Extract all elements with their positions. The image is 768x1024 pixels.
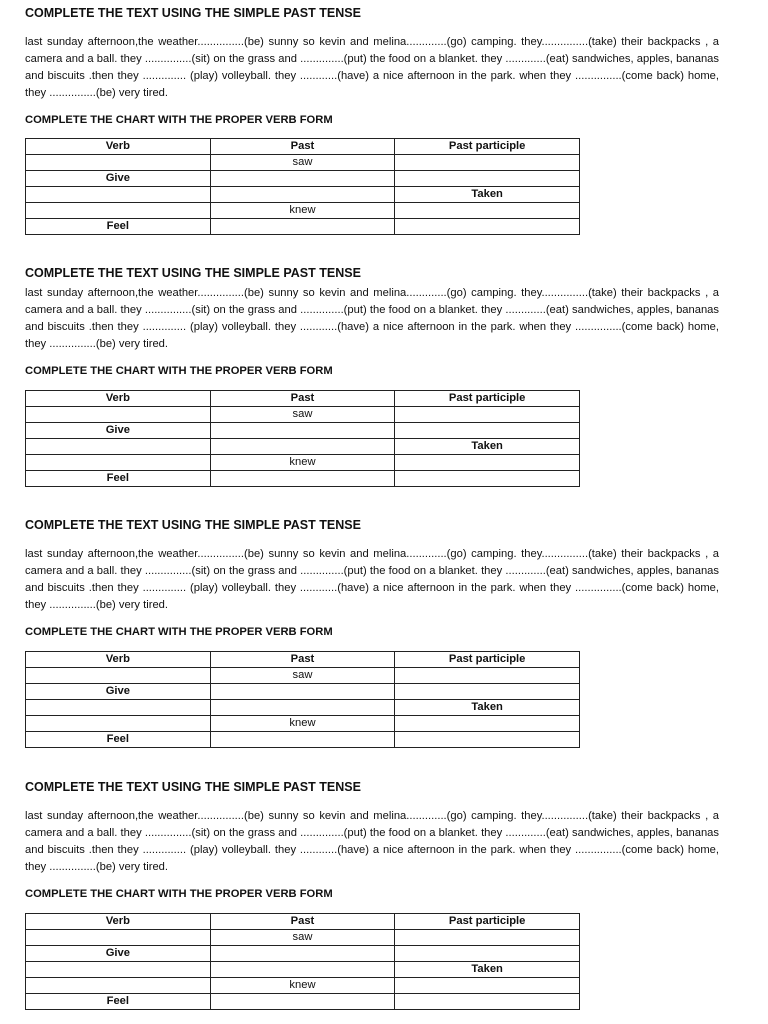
paragraph-line: camera and a ball. they ...............(sit) on the grass and ..............(put) the food on a blanket. they .............(eat) sandwiches, apples, bananas: [25, 304, 719, 316]
chart-cell[interactable]: saw: [210, 155, 395, 171]
chart-cell[interactable]: Give: [26, 423, 211, 439]
paragraph-line: they ...............(be) very tired.: [25, 599, 168, 611]
chart-cell[interactable]: [210, 423, 395, 439]
chart-row: [26, 219, 580, 235]
chart-cell[interactable]: [210, 187, 395, 203]
chart-row: [26, 439, 580, 455]
chart-cell[interactable]: [26, 700, 211, 716]
chart-row: [26, 455, 580, 471]
chart-header-cell: Verb: [26, 139, 211, 155]
chart-row: [26, 930, 580, 946]
chart-row: [26, 171, 580, 187]
chart-row: [26, 155, 580, 171]
chart-cell[interactable]: knew: [210, 455, 395, 471]
chart-cell[interactable]: [210, 946, 395, 962]
chart-cell[interactable]: Give: [26, 684, 211, 700]
chart-cell[interactable]: [26, 455, 211, 471]
chart-header-cell: Past participle: [395, 914, 580, 930]
chart-title: COMPLETE THE CHART WITH THE PROPER VERB FORM: [25, 114, 333, 126]
paragraph-line: they ...............(be) very tired.: [25, 338, 168, 350]
verb-chart: [25, 651, 725, 748]
chart-cell[interactable]: [26, 203, 211, 219]
chart-cell[interactable]: Feel: [26, 994, 211, 1010]
chart-header-row: [26, 914, 580, 930]
section-title: COMPLETE THE TEXT USING THE SIMPLE PAST TENSE: [25, 266, 361, 280]
chart-row: [26, 978, 580, 994]
chart-cell[interactable]: knew: [210, 203, 395, 219]
chart-cell[interactable]: [395, 219, 580, 235]
chart-cell[interactable]: [26, 155, 211, 171]
chart-cell[interactable]: [210, 732, 395, 748]
chart-header-cell: Past participle: [395, 652, 580, 668]
chart-cell[interactable]: Taken: [395, 962, 580, 978]
chart-cell[interactable]: [395, 171, 580, 187]
chart-row: [26, 962, 580, 978]
chart-cell[interactable]: knew: [210, 716, 395, 732]
chart-cell[interactable]: Feel: [26, 219, 211, 235]
section-title: COMPLETE THE TEXT USING THE SIMPLE PAST TENSE: [25, 780, 361, 794]
chart-header-row: [26, 391, 580, 407]
verb-chart: [25, 390, 725, 487]
chart-cell[interactable]: [395, 455, 580, 471]
chart-cell[interactable]: [395, 946, 580, 962]
chart-cell[interactable]: Feel: [26, 732, 211, 748]
exercise-paragraph: [25, 808, 719, 876]
chart-row: [26, 187, 580, 203]
chart-row: [26, 668, 580, 684]
chart-cell[interactable]: [210, 439, 395, 455]
chart-cell[interactable]: [26, 439, 211, 455]
chart-cell[interactable]: [26, 962, 211, 978]
chart-header-row: [26, 139, 580, 155]
paragraph-line: last sunday afternoon,the weather...............(be) sunny so kevin and melina.............(go) camping. they...............(take) their backpacks , a: [25, 548, 719, 560]
chart-cell[interactable]: [26, 978, 211, 994]
chart-cell[interactable]: Taken: [395, 187, 580, 203]
chart-title: COMPLETE THE CHART WITH THE PROPER VERB FORM: [25, 888, 333, 900]
section-title: COMPLETE THE TEXT USING THE SIMPLE PAST TENSE: [25, 518, 361, 532]
chart-cell[interactable]: [395, 684, 580, 700]
verb-chart-table: [25, 138, 580, 235]
exercise-paragraph: [25, 34, 719, 102]
chart-header-cell: Past: [210, 652, 395, 668]
chart-header-cell: Past: [210, 139, 395, 155]
chart-cell[interactable]: [210, 219, 395, 235]
chart-cell[interactable]: [395, 407, 580, 423]
paragraph-line: and biscuits .then they .............. (play) volleyball. they ............(have) a nice afternoon in the park. when they ...............(come back) home,: [25, 844, 719, 856]
chart-cell[interactable]: [210, 471, 395, 487]
chart-cell[interactable]: Taken: [395, 700, 580, 716]
paragraph-line: camera and a ball. they ...............(sit) on the grass and ..............(put) the food on a blanket. they .............(eat) sandwiches, apples, bananas: [25, 565, 719, 577]
chart-row: [26, 946, 580, 962]
chart-cell[interactable]: [210, 994, 395, 1010]
chart-header-cell: Verb: [26, 391, 211, 407]
chart-cell[interactable]: knew: [210, 978, 395, 994]
chart-header-cell: Past: [210, 914, 395, 930]
chart-cell[interactable]: [26, 716, 211, 732]
exercise-paragraph: [25, 285, 719, 353]
chart-cell[interactable]: [26, 930, 211, 946]
chart-cell[interactable]: [395, 716, 580, 732]
chart-cell[interactable]: [210, 700, 395, 716]
chart-row: [26, 471, 580, 487]
paragraph-line: last sunday afternoon,the weather...............(be) sunny so kevin and melina.............(go) camping. they...............(take) their backpacks , a: [25, 810, 719, 822]
verb-chart-table: [25, 913, 580, 1010]
chart-cell[interactable]: saw: [210, 668, 395, 684]
verb-chart-table: [25, 390, 580, 487]
exercise-paragraph: [25, 546, 719, 614]
chart-row: [26, 684, 580, 700]
chart-cell[interactable]: [210, 962, 395, 978]
chart-cell[interactable]: [210, 171, 395, 187]
chart-cell[interactable]: [395, 732, 580, 748]
chart-header-cell: Past participle: [395, 391, 580, 407]
chart-row: [26, 700, 580, 716]
paragraph-line: last sunday afternoon,the weather...............(be) sunny so kevin and melina.............(go) camping. they...............(take) their backpacks , a: [25, 36, 719, 48]
chart-cell[interactable]: Feel: [26, 471, 211, 487]
chart-cell[interactable]: saw: [210, 930, 395, 946]
paragraph-line: last sunday afternoon,the weather...............(be) sunny so kevin and melina.............(go) camping. they...............(take) their backpacks , a: [25, 287, 719, 299]
chart-header-cell: Past: [210, 391, 395, 407]
paragraph-line: and biscuits .then they .............. (play) volleyball. they ............(have) a nice afternoon in the park. when they ...............(come back) home,: [25, 582, 719, 594]
chart-cell[interactable]: [26, 407, 211, 423]
chart-row: [26, 732, 580, 748]
chart-row: [26, 407, 580, 423]
paragraph-line: and biscuits .then they .............. (play) volleyball. they ............(have) a nice afternoon in the park. when they ...............(come back) home,: [25, 321, 719, 333]
chart-header-cell: Verb: [26, 652, 211, 668]
chart-title: COMPLETE THE CHART WITH THE PROPER VERB FORM: [25, 365, 333, 377]
chart-cell[interactable]: [395, 471, 580, 487]
chart-row: [26, 716, 580, 732]
chart-cell[interactable]: [395, 978, 580, 994]
chart-cell[interactable]: [395, 668, 580, 684]
chart-row: [26, 423, 580, 439]
chart-cell[interactable]: [395, 994, 580, 1010]
chart-cell[interactable]: [395, 155, 580, 171]
chart-cell[interactable]: saw: [210, 407, 395, 423]
chart-row: [26, 994, 580, 1010]
verb-chart: [25, 138, 725, 235]
chart-cell[interactable]: [395, 203, 580, 219]
chart-cell[interactable]: [395, 423, 580, 439]
chart-header-cell: Past participle: [395, 139, 580, 155]
chart-cell[interactable]: Give: [26, 171, 211, 187]
chart-row: [26, 203, 580, 219]
chart-cell[interactable]: [210, 684, 395, 700]
chart-cell[interactable]: Taken: [395, 439, 580, 455]
section-title: COMPLETE THE TEXT USING THE SIMPLE PAST TENSE: [25, 6, 361, 20]
chart-header-row: [26, 652, 580, 668]
chart-cell[interactable]: [26, 187, 211, 203]
paragraph-line: and biscuits .then they .............. (play) volleyball. they ............(have) a nice afternoon in the park. when they ...............(come back) home,: [25, 70, 719, 82]
verb-chart: [25, 913, 725, 1010]
paragraph-line: camera and a ball. they ...............(sit) on the grass and ..............(put) the food on a blanket. they .............(eat) sandwiches, apples, bananas: [25, 827, 719, 839]
chart-header-cell: Verb: [26, 914, 211, 930]
paragraph-line: they ...............(be) very tired.: [25, 87, 168, 99]
paragraph-line: camera and a ball. they ...............(sit) on the grass and ..............(put) the food on a blanket. they .............(eat) sandwiches, apples, bananas: [25, 53, 719, 65]
paragraph-line: they ...............(be) very tired.: [25, 861, 168, 873]
chart-cell[interactable]: [26, 668, 211, 684]
chart-title: COMPLETE THE CHART WITH THE PROPER VERB FORM: [25, 626, 333, 638]
chart-cell[interactable]: [395, 930, 580, 946]
verb-chart-table: [25, 651, 580, 748]
chart-cell[interactable]: Give: [26, 946, 211, 962]
